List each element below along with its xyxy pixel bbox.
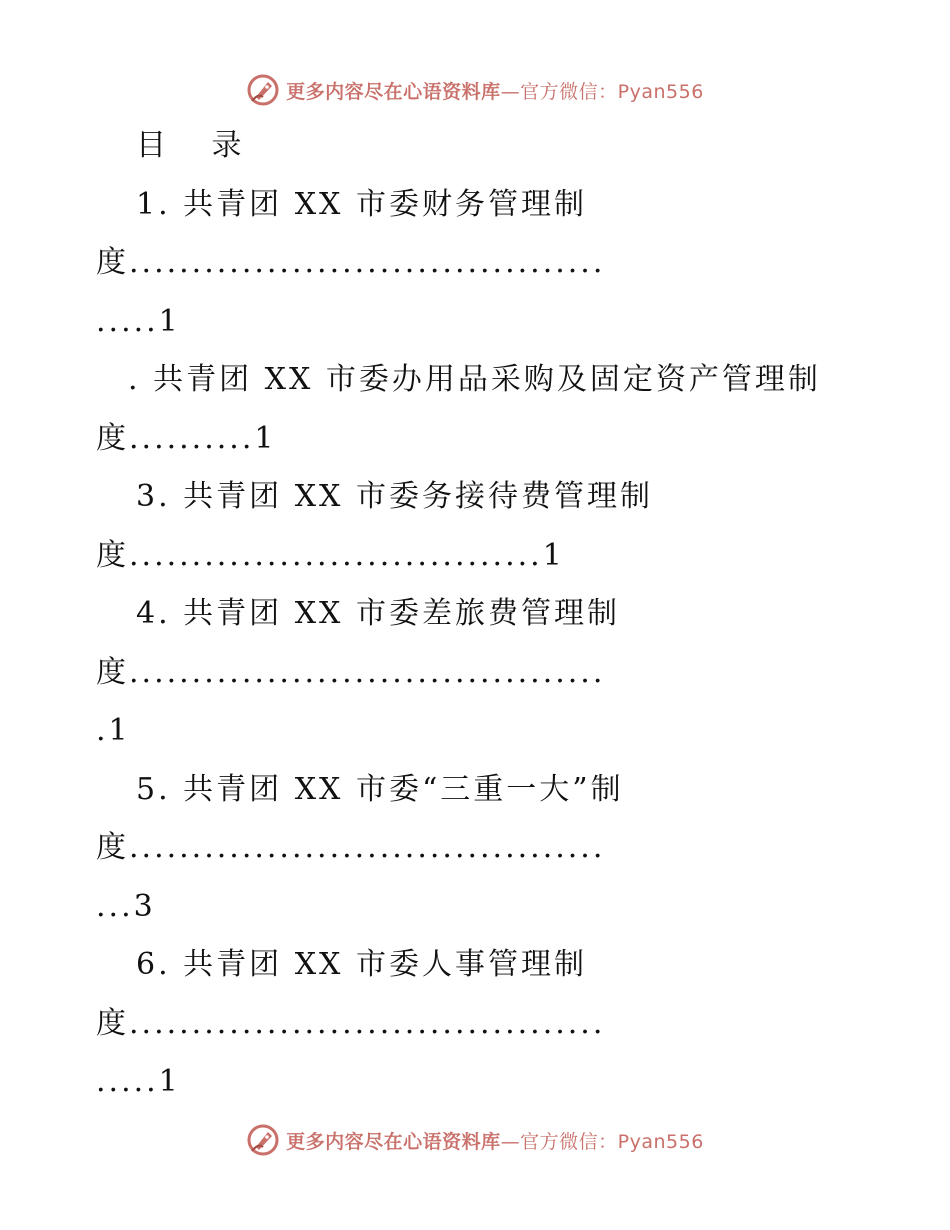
header-watermark [0, 70, 950, 110]
toc-entry-5-title: 5. 共青团 XX 市委“三重一大”制 [136, 772, 624, 807]
toc-entry-2-title: . 共青团 XX 市委办用品采购及固定资产管理制 [128, 362, 821, 397]
toc-entry-6-leader: 度...................................... [96, 1006, 606, 1041]
pen-nib-logo-icon [246, 1123, 280, 1157]
toc-entry-4-title: 4. 共青团 XX 市委差旅费管理制 [136, 596, 620, 631]
watermark-text: 更多内容尽在心语资料库—官方微信：Pyan556 [286, 1130, 704, 1153]
toc-entry-2-leader: 度..........1 [96, 421, 277, 456]
toc-entry-4-page: .1 [96, 713, 131, 748]
toc-entry-1-title: 1. 共青团 XX 市委财务管理制 [136, 187, 587, 222]
toc-entry-3-title: 3. 共青团 XX 市委务接待费管理制 [136, 479, 653, 514]
toc-entry-3-leader: 度.................................1 [96, 538, 565, 573]
toc-entry-1-leader: 度...................................... [96, 245, 606, 280]
toc-entry-4-leader: 度...................................... [96, 655, 606, 690]
toc-entry-5-leader: 度...................................... [96, 830, 606, 865]
toc-title: 目 录 [136, 128, 260, 163]
toc-entry-1-page: .....1 [96, 304, 181, 339]
footer-watermark [0, 1120, 950, 1160]
watermark-text: 更多内容尽在心语资料库—官方微信：Pyan556 [286, 80, 704, 103]
toc-entry-5-page: ...3 [96, 889, 156, 924]
toc-entry-6-title: 6. 共青团 XX 市委人事管理制 [136, 947, 587, 982]
pen-nib-logo-icon [246, 73, 280, 107]
toc-entry-6-page: .....1 [96, 1064, 181, 1099]
